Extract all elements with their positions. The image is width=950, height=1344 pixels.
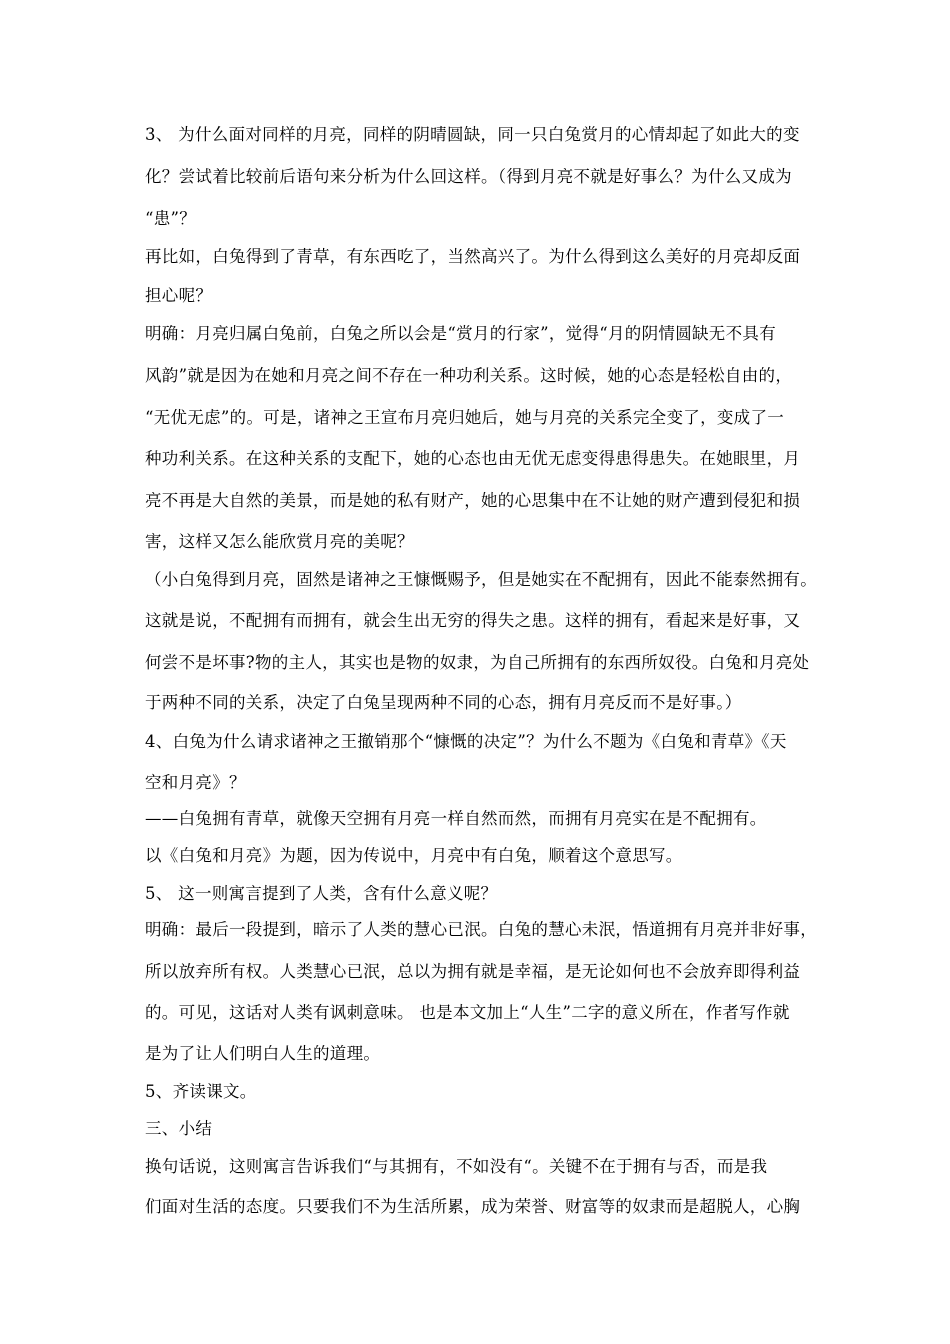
text-line: 这就是说，不配拥有而拥有，就会生出无穷的得失之患。这样的拥有，看起来是好事，又 bbox=[145, 611, 801, 630]
text-line: 化？尝试着比较前后语句来分析为什么回这样。（得到月亮不就是好事么？为什么又成为 bbox=[145, 167, 792, 186]
text-line: 何尝不是坏事?物的主人，其实也是物的奴隶，为自己所拥有的东西所奴役。白兔和月亮处 bbox=[145, 653, 810, 672]
text-line: 再比如，白兔得到了青草，有东西吃了，当然高兴了。为什么得到这么美好的月亮却反面 bbox=[145, 247, 801, 266]
text-line: 的。可见，这话对人类有讽刺意味。 也是本文加上“人生”二字的意义所在，作者写作就 bbox=[145, 1003, 790, 1022]
text-line: 所以放弃所有权。人类慧心已泯，总以为拥有就是幸福，是无论如何也不会放弃即得利益 bbox=[145, 962, 801, 981]
text-line: 亮不再是大自然的美景，而是她的私有财产，她的心思集中在不让她的财产遭到侵犯和损 bbox=[145, 491, 801, 510]
text-line: 3、 为什么面对同样的月亮，同样的阴晴圆缺，同一只白兔赏月的心情却起了如此大的变 bbox=[145, 125, 800, 144]
text-line: 5、 这一则寓言提到了人类，含有什么意义呢？ bbox=[145, 884, 498, 903]
text-line: 空和月亮》？ bbox=[145, 773, 246, 792]
text-line: 于两种不同的关系，决定了白兔呈现两种不同的心态，拥有月亮反而不是好事。） bbox=[145, 693, 742, 712]
text-line: 是为了让人们明白人生的道理。 bbox=[145, 1044, 381, 1063]
text-line: 明确：最后一段提到，暗示了人类的慧心已泯。白兔的慧心未泯，悟道拥有月亮并非好事， bbox=[145, 920, 817, 939]
text-line: 4、白兔为什么请求诸神之王撤销那个“慷慨的决定”？为什么不题为《白兔和青草》《天 bbox=[145, 732, 787, 751]
text-line: 们面对生活的态度。只要我们不为生活所累，成为荣誉、财富等的奴隶而是超脱人，心胸 bbox=[145, 1197, 801, 1216]
text-line: （小白兔得到月亮，固然是诸神之王慷慨赐予，但是她实在不配拥有，因此不能泰然拥有。 bbox=[145, 570, 817, 589]
text-line: “无优无虑”的。可是，诸神之王宣布月亮归她后，她与月亮的关系完全变了，变成了一 bbox=[145, 408, 785, 427]
text-line: 明确：月亮归属白兔前，白兔之所以会是“赏月的行家”，觉得“月的阴情圆缺无不具有 bbox=[145, 324, 777, 343]
text-line: 5、齐读课文。 bbox=[145, 1082, 257, 1101]
text-line: “患”？ bbox=[145, 209, 197, 228]
text-line: 害，这样又怎么能欣赏月亮的美呢？ bbox=[145, 532, 414, 551]
text-line: 风韵”就是因为在她和月亮之间不存在一种功利关系。这时候，她的心态是轻松自由的， bbox=[145, 366, 793, 385]
text-line: 换句话说，这则寓言告诉我们“与其拥有，不如没有“。关键不在于拥有与否，而是我 bbox=[145, 1157, 768, 1176]
text-line: ——白兔拥有青草，就像天空拥有月亮一样自然而然，而拥有月亮实在是不配拥有。 bbox=[145, 809, 767, 828]
text-line: 以《白兔和月亮》为题，因为传说中，月亮中有白兔，顺着这个意思写。 bbox=[145, 846, 683, 865]
text-line: 种功利关系。在这种关系的支配下，她的心态也由无优无虑变得患得患失。在她眼里，月 bbox=[145, 449, 801, 468]
text-line: 担心呢？ bbox=[145, 286, 213, 305]
text-line: 三、小结 bbox=[145, 1119, 213, 1138]
